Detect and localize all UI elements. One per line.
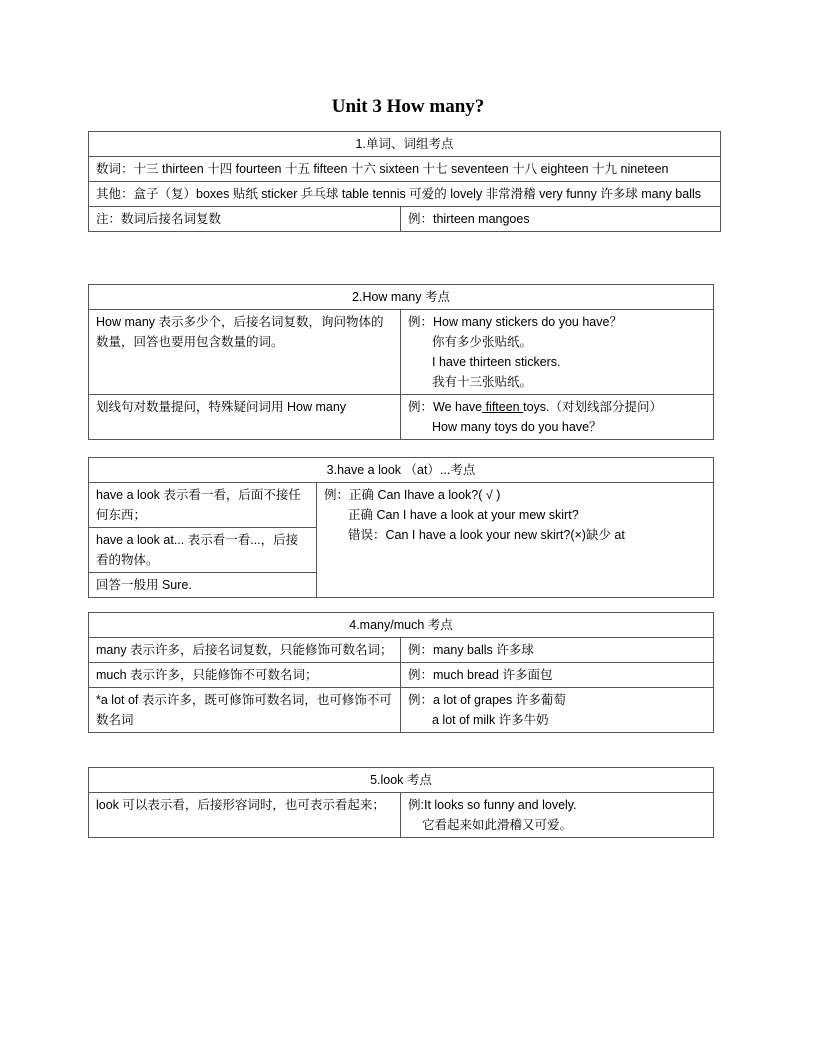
example-line: 例：How many stickers do you have？ <box>408 315 622 329</box>
section-header: 5.look 考点 <box>89 768 714 793</box>
how-many-table <box>88 284 714 440</box>
example-line: I have thirteen stickers. <box>432 355 561 369</box>
page-title: Unit 3 How many? <box>331 96 485 117</box>
example-cell <box>317 483 714 598</box>
example-cell <box>401 310 714 395</box>
example-line: 错误：Can I have a look your new skirt?(×)缺少 at <box>348 528 625 542</box>
many-much-table <box>88 612 714 733</box>
rule-cell: *a lot of 表示许多，既可修饰可数名词，也可修饰不可数名词 <box>89 688 401 733</box>
example-text: toys.（对划线部分提问） <box>523 400 663 414</box>
underlined-word: fifteen <box>482 400 524 414</box>
section-header: 2.How many 考点 <box>89 285 714 310</box>
numbers-row: 数词：十三 thirteen 十四 fourteen 十五 fifteen 十六 sixteen 十七 seventeen 十八 eighteen 十九 nineteen <box>89 157 721 182</box>
section-header: 4.many/much 考点 <box>89 613 714 638</box>
rule-cell: many 表示许多，后接名词复数，只能修饰可数名词； <box>89 638 401 663</box>
example-cell: 例：many balls 许多球 <box>401 638 714 663</box>
have-a-look-table <box>88 457 714 598</box>
look-table <box>88 767 714 838</box>
section-header: 1.单词、词组考点 <box>89 132 721 157</box>
example-line <box>408 397 706 417</box>
note-cell: 注：数词后接名词复数 <box>89 207 401 232</box>
example-cell <box>401 688 714 733</box>
example-line: 你有多少张贴纸。 <box>432 335 533 349</box>
example-cell: 例：much bread 许多面包 <box>401 663 714 688</box>
example-line: 正确 Can I have a look at your mew skirt? <box>348 508 579 522</box>
others-row: 其他：盒子（复）boxes 贴纸 sticker 乒乓球 table tennis 可爱的 lovely 非常滑稽 very funny 许多球 many balls <box>89 182 721 207</box>
example-line: a lot of milk 许多牛奶 <box>432 713 549 727</box>
rule-cell: much 表示许多，只能修饰不可数名词； <box>89 663 401 688</box>
rule-cell: How many 表示多少个，后接名词复数，询问物体的数量，回答也要用包含数量的词。 <box>89 310 401 395</box>
rule-cell: look 可以表示看，后接形容词时，也可表示看起来； <box>89 793 401 838</box>
example-text: 例：We have <box>408 400 483 414</box>
rule-cell: 回答一般用 Sure. <box>89 573 317 598</box>
rule-cell: have a look 表示看一看，后面不接任何东西； <box>89 483 317 528</box>
rule-cell: 划线句对数量提问，特殊疑问词用 How many <box>89 395 401 440</box>
rule-cell: have a look at... 表示看一看...，后接看的物体。 <box>89 528 317 573</box>
example-line: 它看起来如此滑稽又可爱。 <box>422 818 573 832</box>
example-line: 我有十三张贴纸。 <box>432 375 533 389</box>
vocab-table <box>88 131 721 232</box>
example-line: 例：a lot of grapes 许多葡萄 <box>408 693 566 707</box>
example-cell <box>401 395 714 440</box>
example-line: 例：正确 Can Ihave a look?( √ ) <box>324 488 501 502</box>
example-cell: 例：thirteen mangoes <box>401 207 721 232</box>
example-cell <box>401 793 714 838</box>
example-line: 例:It looks so funny and lovely. <box>408 798 577 812</box>
section-header: 3.have a look （at）...考点 <box>89 458 714 483</box>
example-line: How many toys do you have？ <box>432 420 602 434</box>
